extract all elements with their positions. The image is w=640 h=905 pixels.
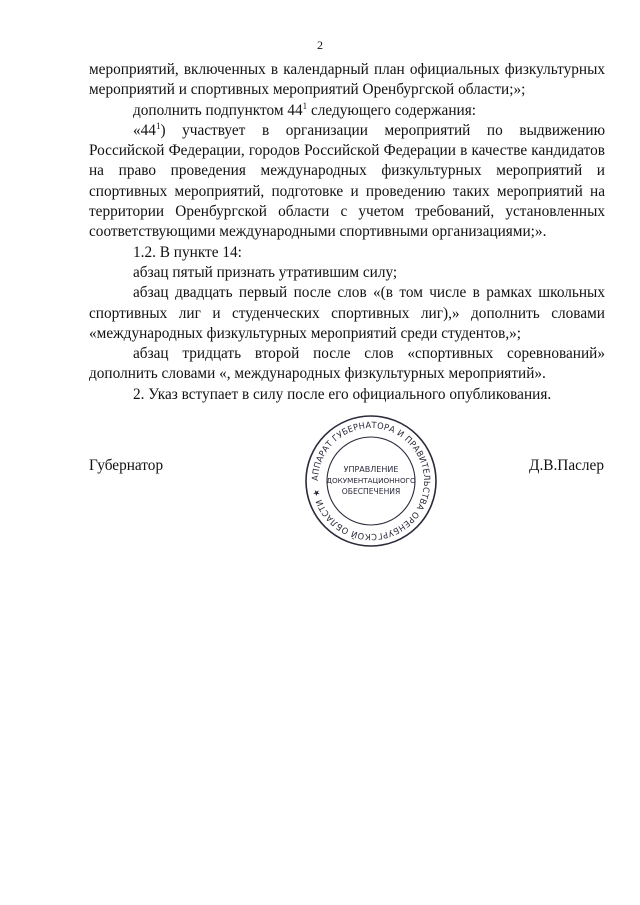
seal-center-line-2: ДОКУМЕНТАЦИОННОГО (326, 476, 416, 485)
paragraph-2-tail: следующего содержания: (307, 101, 476, 119)
signatory-name: Д.В.Паслер (529, 457, 604, 474)
seal-outer-text: АППАРАТ ГУБЕРНАТОРА И ПРАВИТЕЛЬСТВА ОРЕНБУРГСКОЙ ОБЛАСТИ ★ (310, 420, 432, 542)
paragraph-8: 2. Указ вступает в силу после его официального опубликования. (133, 385, 552, 403)
paragraph-3-open: «44 (133, 121, 156, 139)
superscript: 1 (155, 120, 161, 131)
paragraph-2 (89, 101, 605, 121)
official-seal (303, 413, 439, 549)
paragraph-6: абзац двадцать первый после слов «(в том числе в рамках школьных спортивных лиг и студенческих спортивных лиг),» дополнить словами «международных физкультурных мероприятий среди студентов,»; (89, 284, 605, 342)
paragraph-7: абзац тридцать второй после слов «спортивных соревнований» дополнить словами «, международных физкультурных мероприятий». (89, 345, 605, 383)
signatory-title: Губернатор (89, 457, 164, 474)
paragraph-2-text: дополнить подпунктом 44 (133, 101, 303, 119)
paragraph-1: мероприятий, включенных в календарный план официальных физкультурных мероприятий и спортивных мероприятий Оренбургской области;»; (89, 61, 605, 99)
page-number: 2 (317, 38, 323, 52)
document-body (89, 60, 605, 405)
paragraph-5: абзац пятый признать утратившим силу; (133, 263, 398, 281)
paragraph-3-text: ) участвует в организации мероприятий по выдвижению Российской Федерации, городов Российской Федерации в качестве кандидатов на право проведения международных физкультурных мероприятий и спортивных мероприятий, подготовке и проведению таких мероприятий на территории Оренбургской области с учетом требований, установленных соответствующими международными спортивными организациями;». (89, 121, 605, 241)
seal-center-line-3: ОБЕСПЕЧЕНИЯ (341, 487, 401, 496)
seal-center-line-1: УПРАВЛЕНИЕ (343, 465, 399, 474)
paragraph-4: 1.2. В пункте 14: (133, 243, 242, 261)
superscript: 1 (302, 100, 308, 111)
paragraph-3 (89, 121, 605, 243)
